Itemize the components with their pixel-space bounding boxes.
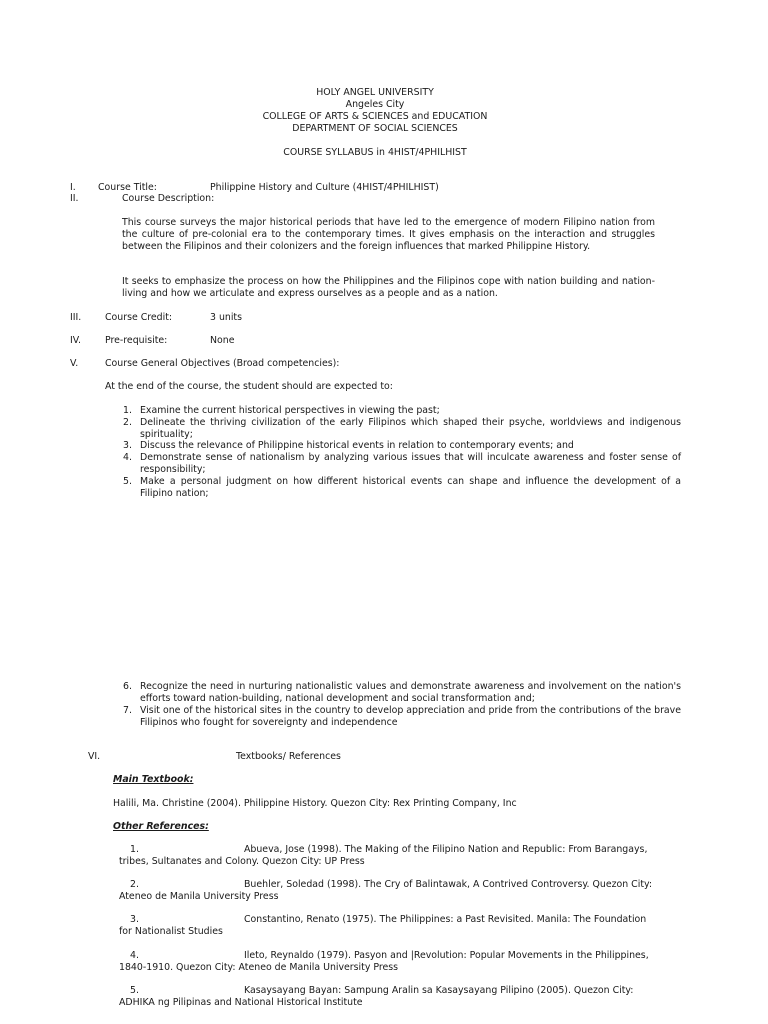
reference-item [113, 914, 678, 938]
reference-text-continuation: Ateneo de Manila University Press [119, 890, 279, 902]
course-description-paragraph-2: It seeks to emphasize the process on how the Philippines and the Filipinos cope with nation building and nation-living and how we articulate and express ourselves as a people and as a nation. [122, 276, 655, 299]
other-references-heading: Other References: [113, 821, 209, 832]
reference-text-first-line: Ileto, Reynaldo (1979). Pasyon and |Revolution: Popular Movements in the Philippines, [244, 950, 649, 961]
objective-text: Visit one of the historical sites in the country to develop appreciation and pride from the contributions of the brave Filipinos who fought for sovereignty and independence [140, 705, 681, 728]
objective-text: Demonstrate sense of nationalism by analyzing various issues that will inculcate awareness and foster sense of responsibility; [140, 452, 681, 475]
section-iii-number: III. [70, 312, 82, 323]
university-city: Angeles City [345, 99, 405, 110]
objective-item [116, 681, 681, 705]
syllabus-title: COURSE SYLLABUS in 4HIST/4PHILHIST [283, 147, 467, 158]
objective-number: 2. [123, 417, 132, 428]
objective-number: 4. [123, 452, 132, 463]
objective-item [116, 476, 681, 500]
course-credit-value: 3 units [210, 312, 242, 323]
reference-text-continuation: ADHIKA ng Pilipinas and National Historical Institute [119, 996, 363, 1008]
objectives-label: Course General Objectives (Broad competencies): [105, 358, 340, 369]
main-textbook-reference: Halili, Ma. Christine (2004). Philippine History. Quezon City: Rex Printing Company, Inc [113, 798, 517, 809]
objective-item [116, 440, 681, 452]
objective-item [116, 452, 681, 476]
objectives-intro: At the end of the course, the student should are expected to: [105, 381, 393, 392]
objective-number: 3. [123, 440, 132, 451]
reference-text-continuation: tribes, Sultanates and Colony. Quezon City: UP Press [119, 855, 365, 867]
main-textbook-heading: Main Textbook: [113, 774, 194, 785]
course-title-label: Course Title: [98, 182, 157, 193]
reference-number: 4. [130, 950, 139, 961]
reference-text-continuation: 1840-1910. Quezon City: Ateneo de Manila University Press [119, 961, 399, 973]
reference-item [113, 844, 678, 868]
section-vi-number: VI. [88, 751, 101, 762]
reference-number: 3. [130, 914, 139, 925]
reference-item [113, 985, 678, 1009]
course-description-label: Course Description: [122, 193, 215, 204]
university-name: HOLY ANGEL UNIVERSITY [316, 87, 434, 98]
course-credit-label: Course Credit: [105, 312, 173, 323]
reference-item [113, 879, 678, 903]
prerequisite-value: None [210, 335, 235, 346]
objective-text: Make a personal judgment on how different historical events can shape and influence the development of a Filipino nation; [140, 476, 681, 499]
objective-number: 7. [123, 705, 132, 716]
objective-item [116, 705, 681, 729]
objective-text: Examine the current historical perspectives in viewing the past; [140, 405, 440, 416]
objective-text: Discuss the relevance of Philippine historical events in relation to contemporary events; and [140, 440, 574, 451]
objective-number: 1. [123, 405, 132, 416]
reference-number: 1. [130, 844, 139, 855]
reference-item [113, 950, 678, 974]
department-name: DEPARTMENT OF SOCIAL SCIENCES [292, 123, 458, 134]
section-iv-number: IV. [70, 335, 81, 346]
reference-text-first-line: Abueva, Jose (1998). The Making of the Filipino Nation and Republic: From Barangays, [244, 844, 648, 855]
course-description-paragraph-1: This course surveys the major historical periods that have led to the emergence of modern Filipino nation from the culture of pre-colonial era to the contemporary times. It gives emphasis on the interaction and struggles between the Filipinos and their colonizers and the foreign influences that marked Philippine History. [122, 217, 655, 252]
objective-item [116, 417, 681, 441]
section-ii-number: II. [70, 193, 79, 204]
prerequisite-label: Pre-requisite: [105, 335, 168, 346]
objective-text: Recognize the need in nurturing nationalistic values and demonstrate awareness and involvement on the nation's efforts toward nation-building, national development and social transformation and; [140, 681, 681, 704]
course-title-value: Philippine History and Culture (4HIST/4PHILHIST) [210, 182, 439, 193]
section-v-number: V. [70, 358, 79, 369]
section-i-number: I. [70, 182, 76, 193]
reference-number: 5. [130, 985, 139, 996]
objective-number: 5. [123, 476, 132, 487]
reference-text-continuation: for Nationalist Studies [119, 925, 223, 937]
objective-number: 6. [123, 681, 132, 692]
objective-item [116, 405, 681, 417]
college-name: COLLEGE OF ARTS & SCIENCES and EDUCATION [262, 111, 488, 122]
reference-number: 2. [130, 879, 139, 890]
reference-text-first-line: Kasaysayang Bayan: Sampung Aralin sa Kasaysayang Pilipino (2005). Quezon City: [244, 985, 634, 996]
reference-text-first-line: Constantino, Renato (1975). The Philippines: a Past Revisited. Manila: The Foundation [244, 914, 647, 925]
objective-text: Delineate the thriving civilization of the early Filipinos which shaped their psyche, worldviews and indigenous spirituality; [140, 417, 681, 440]
textbooks-label: Textbooks/ References [236, 751, 341, 762]
reference-text-first-line: Buehler, Soledad (1998). The Cry of Balintawak, A Contrived Controversy. Quezon City: [244, 879, 653, 890]
